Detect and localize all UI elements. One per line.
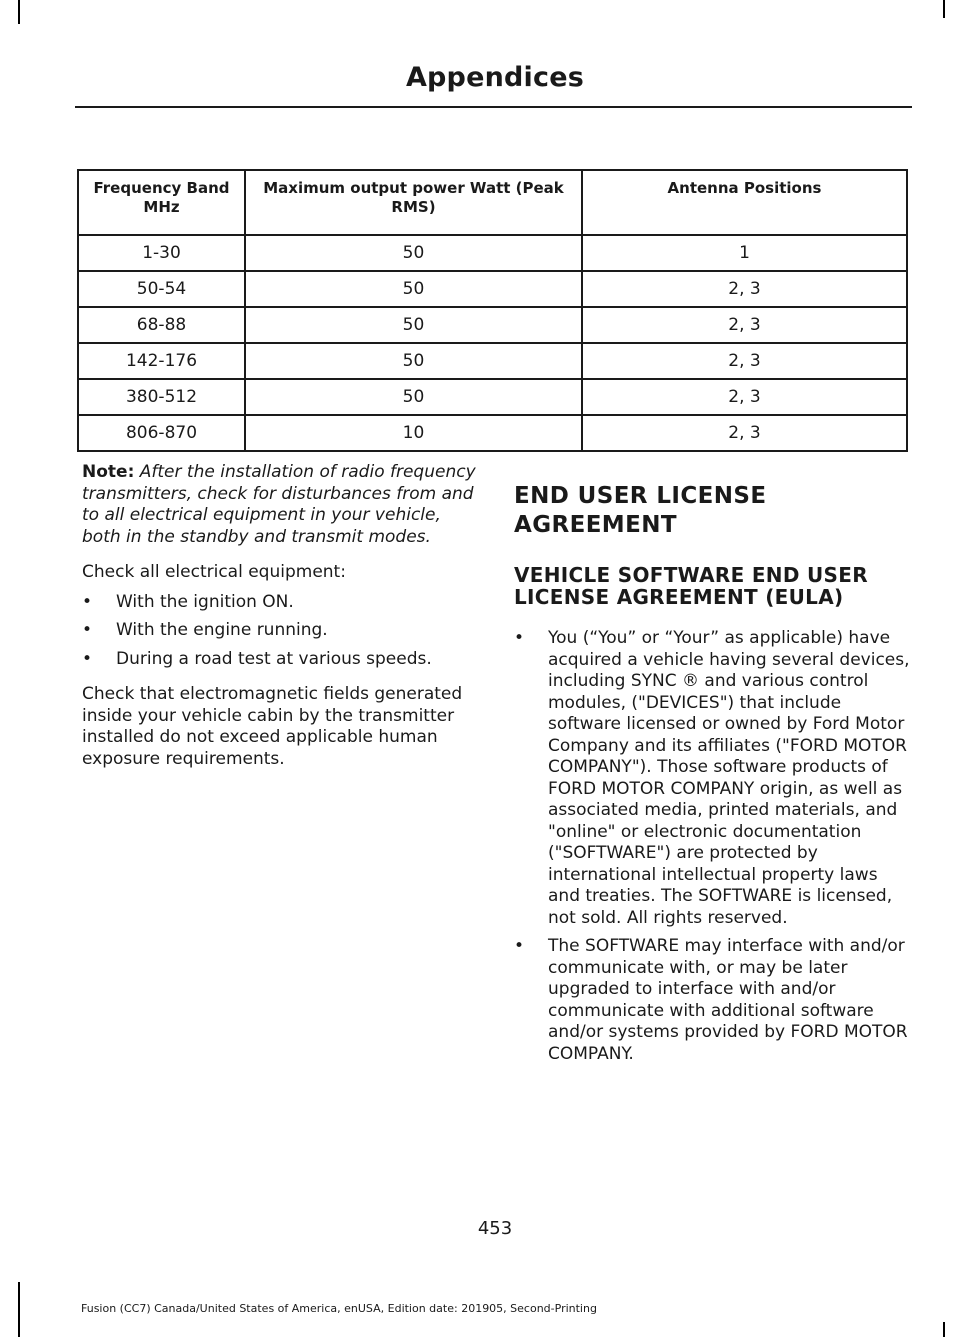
eula-list [514, 628, 912, 1065]
table-cell: 50 [245, 271, 582, 307]
list-item-text: You (“You” or “Your” as applicable) have acquired a vehicle having several devices, including SYNC ® and various control modules, ("DEVICES") that include software licensed or owned by Ford Motor Company and its affiliates ("FORD MOTOR COMPANY"). Those software products of FORD MOTOR COMPANY origin, as well as associated media, printed materials, and "online" or electronic documentation ("SOFTWARE") are protected by international intellectual property laws and treaties. The SOFTWARE is licensed, not sold. All rights reserved. [548, 628, 910, 928]
note-paragraph [82, 462, 482, 548]
table-header-cell: Antenna Positions [582, 170, 907, 235]
crop-mark-bottom-left [18, 1282, 20, 1337]
section-heading: END USER LICENSE [514, 483, 767, 509]
bullet-glyph: • [82, 648, 93, 669]
list-item-text: During a road test at various speeds. [116, 648, 432, 669]
exposure-paragraph: Check that electromagnetic fields generated inside your vehicle cabin by the transmitter installed do not exceed applicable human exposure requirements. [82, 684, 463, 769]
table-row [78, 271, 907, 307]
check-list [82, 592, 482, 671]
table-cell: 2, 3 [582, 379, 907, 415]
crop-mark-top-right [943, 0, 945, 18]
bullet-glyph: • [514, 936, 525, 956]
bullet-glyph: • [82, 620, 93, 640]
table-header-cell: Maximum output power Watt (Peak RMS) [245, 170, 582, 235]
table-cell: 142-176 [78, 343, 245, 379]
table-cell: 1 [582, 235, 907, 271]
frequency-table [77, 169, 908, 452]
left-column [82, 462, 482, 770]
note-label: Note: [82, 462, 135, 482]
right-column [514, 482, 912, 1065]
table-cell: 68-88 [78, 307, 245, 343]
table-cell: 2, 3 [582, 343, 907, 379]
table-cell: 50 [245, 307, 582, 343]
crop-mark-top-left [18, 0, 20, 24]
page-header-title: Appendices [405, 62, 584, 93]
table-header-row [78, 170, 907, 235]
note-text: After the installation of radio frequency transmitters, check for disturbances from and to all electrical equipment in your vehicle, both in the standby and transmit modes. [82, 462, 476, 547]
bullet-glyph: • [82, 591, 93, 612]
table-cell: 10 [245, 415, 582, 451]
list-item [82, 649, 482, 671]
list-item [82, 620, 482, 642]
table-header-cell: Frequency Band MHz [78, 170, 245, 235]
table-cell: 380-512 [78, 379, 245, 415]
table-cell: 50-54 [78, 271, 245, 307]
table-cell: 2, 3 [582, 271, 907, 307]
table-row [78, 307, 907, 343]
table-cell: 2, 3 [582, 415, 907, 451]
check-intro: Check all electrical equipment: [82, 562, 346, 582]
list-item-text: The SOFTWARE may interface with and/or communicate with, or may be later upgraded to interface with and/or communicate with additional software and/or systems provided by FORD MOTOR COMPANY. [548, 936, 908, 1064]
list-item-text: With the ignition ON. [116, 591, 294, 612]
list-item-text: With the engine running. [116, 620, 328, 640]
table-cell: 2, 3 [582, 307, 907, 343]
list-item [82, 592, 482, 614]
list-item [514, 936, 912, 1065]
table-cell: 1-30 [78, 235, 245, 271]
table-cell: 806-870 [78, 415, 245, 451]
header-divider [75, 106, 912, 108]
table-cell: 50 [245, 235, 582, 271]
table-row [78, 343, 907, 379]
table-row [78, 415, 907, 451]
crop-mark-bottom-right [943, 1322, 945, 1337]
section-heading-line-2: AGREEMENT [514, 512, 677, 538]
table-cell: 50 [245, 379, 582, 415]
subsection-heading: VEHICLE SOFTWARE END USER LICENSE AGREEMENT (EULA) [514, 563, 868, 609]
table-cell: 50 [245, 343, 582, 379]
table-row [78, 379, 907, 415]
table-row [78, 235, 907, 271]
page-number: 453 [477, 1218, 513, 1239]
bullet-glyph: • [514, 628, 525, 648]
edition-footer: Fusion (CC7) Canada/United States of America, enUSA, Edition date: 201905, Second-Printing [81, 1302, 597, 1315]
list-item [514, 628, 912, 929]
